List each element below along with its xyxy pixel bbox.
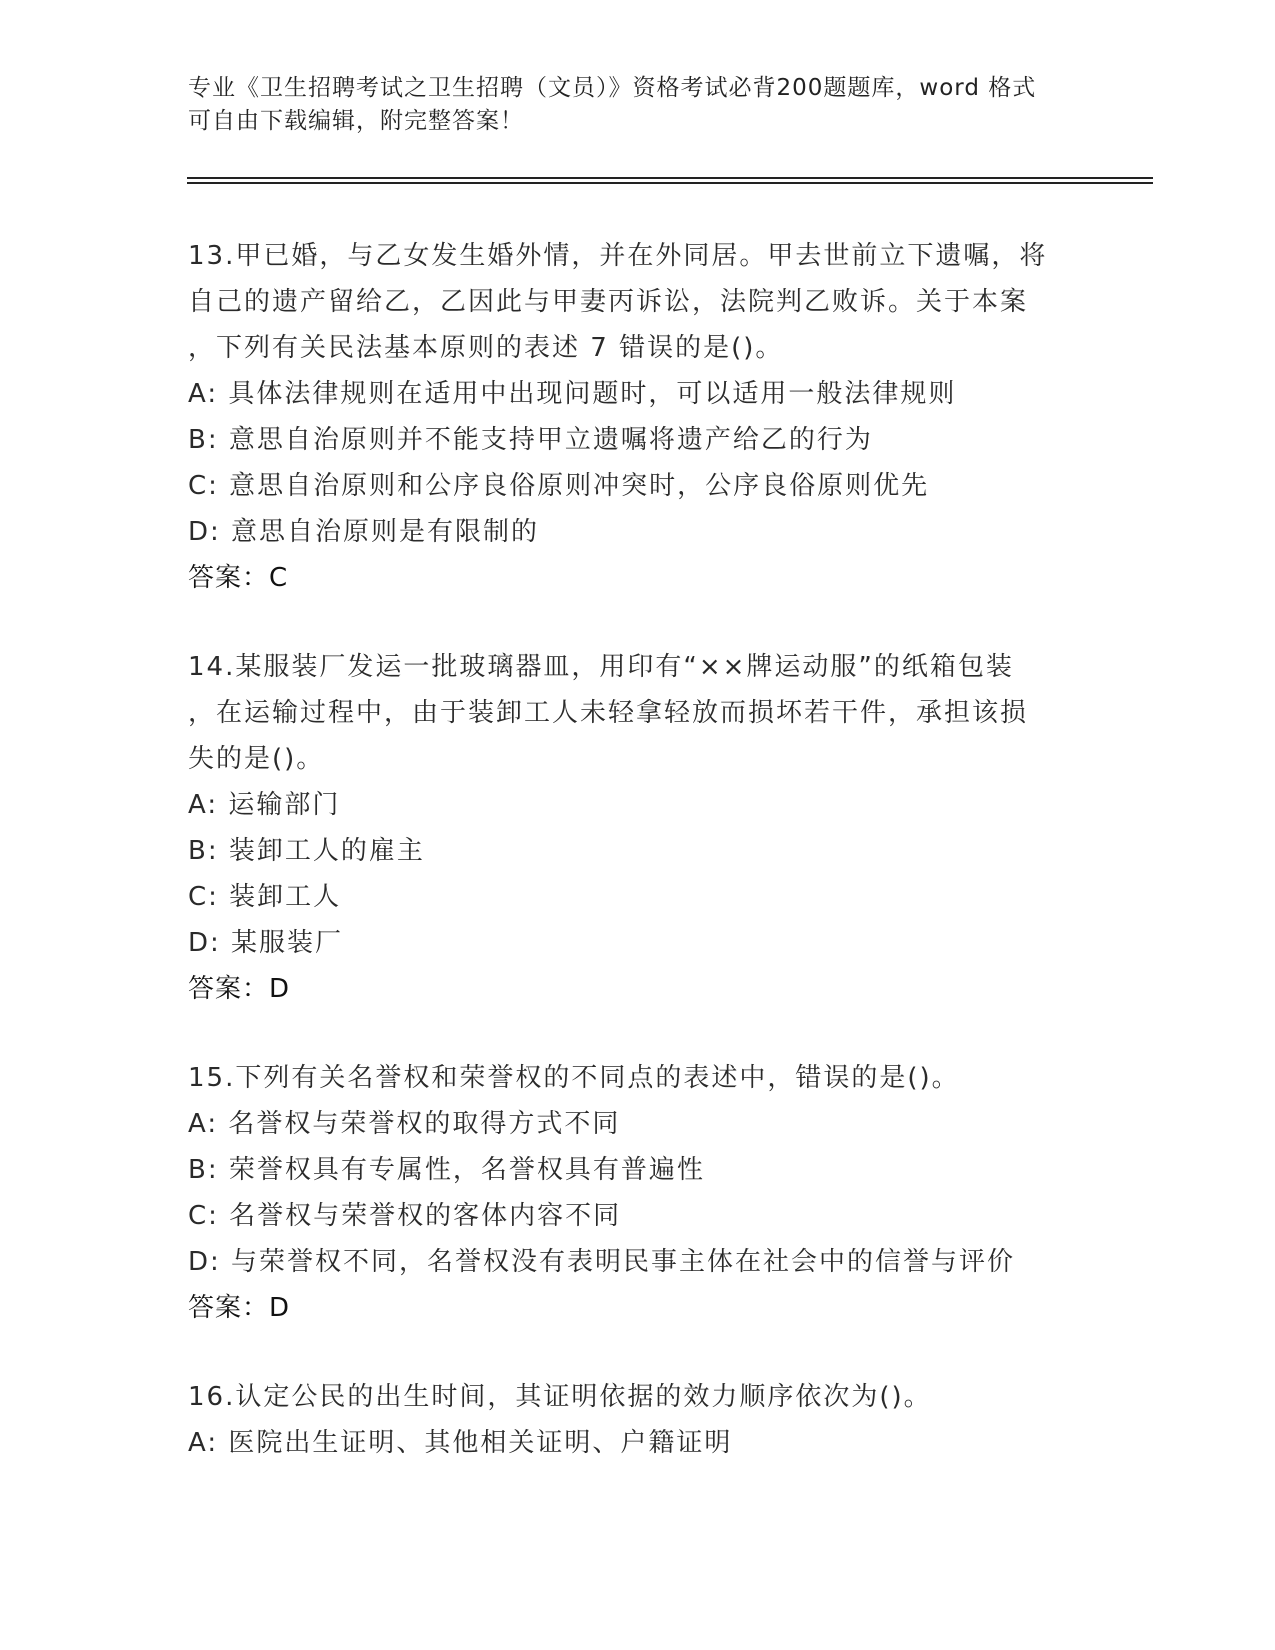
- question-stem-line: 自己的遗产留给乙，乙因此与甲妻丙诉讼，法院判乙败诉。关于本案: [188, 287, 1029, 317]
- header-divider-top: [187, 177, 1153, 179]
- option-b: B: 意思自治原则并不能支持甲立遗嘱将遗产给乙的行为: [188, 425, 873, 455]
- answer-line: 答案：D: [188, 974, 291, 1004]
- option-d: D: 意思自治原则是有限制的: [188, 517, 540, 547]
- option-c: C: 名誉权与荣誉权的客体内容不同: [188, 1201, 622, 1231]
- option-a: A: 运输部门: [188, 790, 341, 820]
- question-stem-line: 失的是()。: [188, 744, 325, 774]
- option-a: A: 医院出生证明、其他相关证明、户籍证明: [188, 1428, 733, 1458]
- document-header: [188, 72, 1078, 138]
- header-line-1: 专业《卫生招聘考试之卫生招聘（文员）》资格考试必背200题题库，word 格式: [188, 75, 1037, 101]
- question-stem-line: 14.某服装厂发运一批玻璃器皿，用印有“××牌运动服”的纸箱包装: [188, 652, 1014, 682]
- question-spacer: [188, 601, 1088, 644]
- question-15: [188, 1055, 1088, 1331]
- option-a: A: 具体法律规则在适用中出现问题时，可以适用一般法律规则: [188, 379, 957, 409]
- question-stem-line: 16.认定公民的出生时间，其证明依据的效力顺序依次为()。: [188, 1382, 932, 1412]
- option-b: B: 荣誉权具有专属性，名誉权具有普遍性: [188, 1155, 705, 1185]
- question-stem-line: ，在运输过程中，由于装卸工人未轻拿轻放而损坏若干件，承担该损: [188, 698, 1029, 728]
- option-c: C: 意思自治原则和公序良俗原则冲突时，公序良俗原则优先: [188, 471, 930, 501]
- question-stem-line: 13.甲已婚，与乙女发生婚外情，并在外同居。甲去世前立下遗嘱，将: [188, 241, 1048, 271]
- question-stem-line: 15.下列有关名誉权和荣誉权的不同点的表述中，错误的是()。: [188, 1063, 960, 1093]
- answer-line: 答案：D: [188, 1293, 291, 1323]
- question-13: [188, 233, 1088, 601]
- header-line-2: 可自由下载编辑，附完整答案！: [188, 108, 524, 134]
- question-16: [188, 1374, 1088, 1466]
- question-14: [188, 644, 1088, 1012]
- question-spacer: [188, 1012, 1088, 1055]
- option-a: A: 名誉权与荣誉权的取得方式不同: [188, 1109, 621, 1139]
- question-list: [188, 233, 1088, 1466]
- header-divider-bottom: [187, 182, 1153, 184]
- option-d: D: 某服装厂: [188, 928, 344, 958]
- option-b: B: 装卸工人的雇主: [188, 836, 425, 866]
- question-stem-line: ，下列有关民法基本原则的表述 7 错误的是()。: [188, 333, 784, 363]
- option-c: C: 装卸工人: [188, 882, 342, 912]
- option-d: D: 与荣誉权不同，名誉权没有表明民事主体在社会中的信誉与评价: [188, 1247, 1016, 1277]
- question-spacer: [188, 1331, 1088, 1374]
- answer-line: 答案：C: [188, 563, 289, 593]
